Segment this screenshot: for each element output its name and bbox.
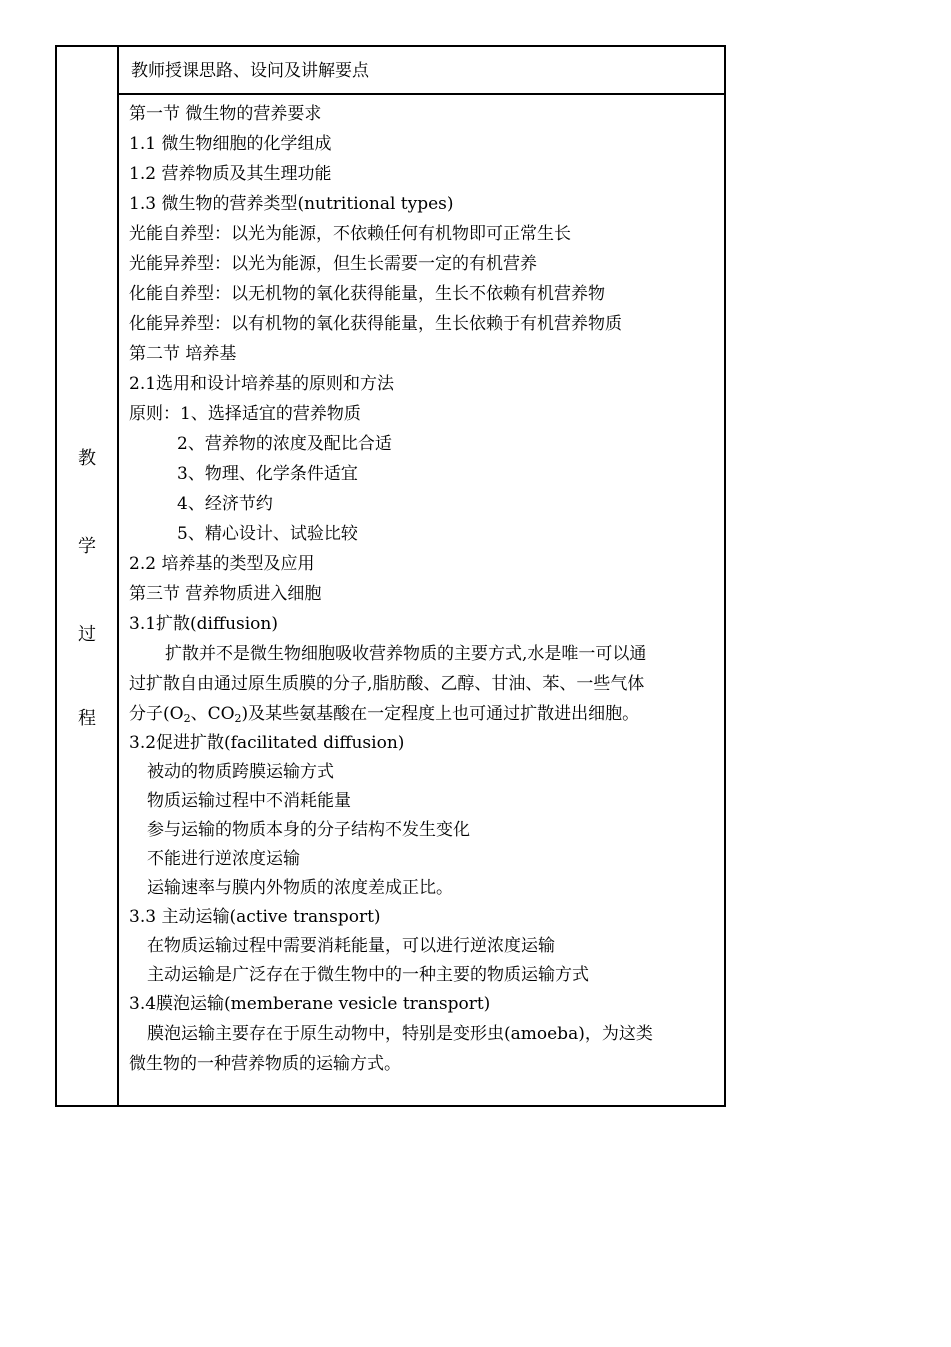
text-line: 物质运输过程中不消耗能量 <box>147 791 351 811</box>
side-label-cell <box>57 47 119 1105</box>
side-label-char: 教 <box>78 448 96 469</box>
text-run: 、CO <box>190 704 235 724</box>
text-run: )及某些氨基酸在一定程度上也可通过扩散进出细胞。 <box>241 704 640 724</box>
principle-item: 5、精心设计、试验比较 <box>177 524 358 544</box>
side-label-char: 程 <box>78 708 96 729</box>
subsection-heading: 1.2 营养物质及其生理功能 <box>129 164 332 184</box>
principle-item: 4、经济节约 <box>177 494 273 514</box>
section-heading: 第三节 营养物质进入细胞 <box>129 584 322 604</box>
text-line: 光能异养型：以光为能源，但生长需要一定的有机营养 <box>129 254 537 274</box>
paragraph-line: 微生物的一种营养物质的运输方式。 <box>129 1054 401 1074</box>
paragraph-line <box>129 699 724 729</box>
text-line: 化能自养型：以无机物的氧化获得能量，生长不依赖有机营养物 <box>129 284 605 304</box>
lesson-table <box>55 45 726 1107</box>
section-heading: 第一节 微生物的营养要求 <box>129 104 322 124</box>
text-line: 化能异养型：以有机物的氧化获得能量，生长依赖于有机营养物质 <box>129 314 622 334</box>
subsection-heading: 3.3 主动运输(active transport) <box>129 907 381 927</box>
text-line: 光能自养型：以光为能源，不依赖任何有机物即可正常生长 <box>129 224 571 244</box>
text-line: 运输速率与膜内外物质的浓度差成正比。 <box>147 878 453 898</box>
text-run: 分子(O <box>129 704 184 724</box>
principle-item: 3、物理、化学条件适宜 <box>177 464 358 484</box>
text-line: 参与运输的物质本身的分子结构不发生变化 <box>147 820 470 840</box>
subsection-heading: 2.1选用和设计培养基的原则和方法 <box>129 374 395 394</box>
paragraph-line: 扩散并不是微生物细胞吸收营养物质的主要方式,水是唯一可以通 <box>165 644 647 664</box>
text-line: 被动的物质跨膜运输方式 <box>147 762 334 782</box>
principle-item: 原则：1、选择适宜的营养物质 <box>129 404 361 424</box>
text-line: 主动运输是广泛存在于微生物中的一种主要的物质运输方式 <box>147 965 589 985</box>
subsection-heading: 3.2促进扩散(facilitated diffusion) <box>129 733 405 753</box>
content-column <box>119 47 724 1105</box>
subscript: 2 <box>183 712 191 725</box>
subscript: 2 <box>234 712 242 725</box>
principle-item: 2、营养物的浓度及配比合适 <box>177 434 392 454</box>
subsection-heading: 1.1 微生物细胞的化学组成 <box>129 134 332 154</box>
paragraph-line: 膜泡运输主要存在于原生动物中，特别是变形虫(amoeba)，为这类 <box>147 1024 653 1044</box>
subsection-heading: 2.2 培养基的类型及应用 <box>129 554 315 574</box>
column-header: 教师授课思路、设问及讲解要点 <box>119 47 724 95</box>
text-line: 不能进行逆浓度运输 <box>147 849 300 869</box>
subsection-heading: 3.1扩散(diffusion) <box>129 614 278 634</box>
paragraph-line: 过扩散自由通过原生质膜的分子,脂肪酸、乙醇、甘油、苯、一些气体 <box>129 674 645 694</box>
subsection-heading: 1.3 微生物的营养类型(nutritional types) <box>129 194 454 214</box>
text-line: 在物质运输过程中需要消耗能量，可以进行逆浓度运输 <box>147 936 555 956</box>
subsection-heading: 3.4膜泡运输(memberane vesicle transport) <box>129 994 491 1014</box>
lesson-content <box>119 95 724 1079</box>
side-label-char: 过 <box>78 624 96 645</box>
section-heading: 第二节 培养基 <box>129 344 237 364</box>
side-label-char: 学 <box>78 536 96 557</box>
